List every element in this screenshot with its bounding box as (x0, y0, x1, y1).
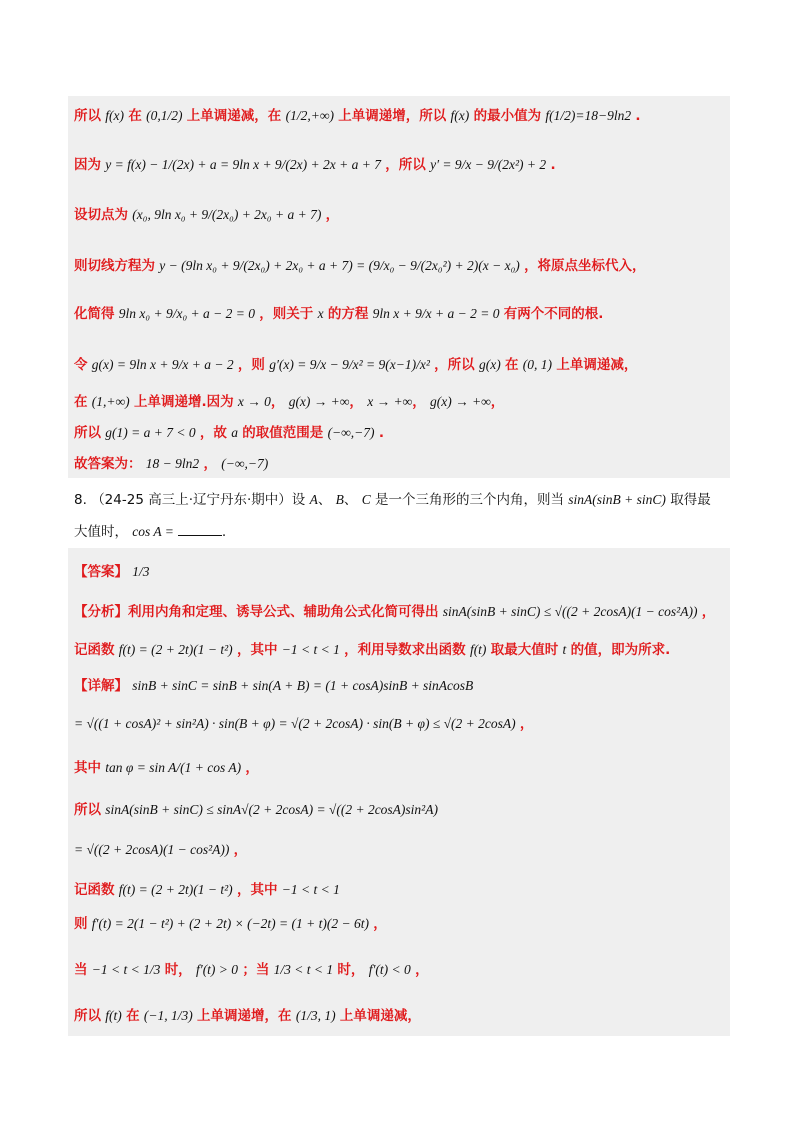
text: 有两个不同的根. (503, 306, 604, 322)
b1-line2 (74, 155, 740, 175)
math: (0,1/2) (146, 108, 183, 123)
math: y = f(x) − 1/(2x) + a = 9ln x + 9/(2x) + 2x + a + 7 (105, 157, 381, 172)
b1-line9 (74, 454, 740, 474)
math: (−1, 1/3) (143, 1008, 193, 1023)
math: B (335, 492, 344, 507)
math: g(x) → +∞ (288, 394, 350, 409)
math: sinA(sinB + sinC) ≤ sinA√(2 + 2cosA) = √((2 + 2cosA)sin²A) (105, 802, 438, 817)
math: y′ = 9/x − 9/(2x²) + 2 (430, 157, 547, 172)
text: 利用内角和定理、诱导公式、辅助角公式化简可得出 (128, 604, 439, 620)
math: (1/2,+∞) (285, 108, 334, 123)
math: sinA(sinB + sinC) (568, 492, 666, 507)
text: ，则关于 (259, 306, 314, 322)
text: . (221, 524, 227, 540)
math: g′(x) = 9/x − 9/x² = 9(x−1)/x² (269, 357, 430, 372)
text: ，故 (199, 425, 227, 441)
question-8-line1 (74, 490, 740, 510)
text: 在 (505, 357, 519, 373)
text: 记函数 (74, 642, 115, 658)
text: . (378, 425, 384, 441)
math: (−∞,−7) (327, 425, 375, 440)
text: 上单调递减， (339, 1008, 421, 1024)
b1-line7 (74, 392, 740, 412)
b2-detail (74, 676, 740, 696)
text: 则切线方程为 (74, 258, 155, 274)
math: g(1) = a + 7 < 0 (105, 425, 196, 440)
question-number: 8. (74, 492, 87, 508)
text: ， (325, 207, 340, 223)
text: 的最小值为 (473, 108, 542, 124)
analysis-tag: 【分析】 (74, 604, 128, 620)
math: 18 − 9ln2 (145, 456, 200, 471)
math: A (309, 492, 318, 507)
math: 1/3 < t < 1 (273, 962, 334, 977)
text: ，所以 (385, 157, 426, 173)
text: 所以 (74, 108, 101, 124)
text: 的值，即为所求. (570, 642, 671, 658)
text: 记函数 (74, 882, 115, 898)
math: (−∞,−7) (221, 456, 269, 471)
text: 所以 (74, 802, 101, 818)
math: f′(t) = 2(1 − t²) + (2 + 2t) × (−2t) = (1 + t)(2 − 6t) (91, 916, 369, 931)
text: 是一个三角形的三个内角，则当 (375, 492, 564, 508)
text: （24-25 高三上·辽宁丹东·期中）设 (91, 492, 306, 508)
text: ， (245, 760, 259, 776)
text: 上单调递减， (556, 357, 638, 373)
text: ，将原点坐标代入， (524, 258, 646, 274)
text: 因为 (74, 157, 101, 173)
math: f′(t) < 0 (368, 962, 411, 977)
detail-tag: 【详解】 (74, 678, 128, 694)
b1-line3 (74, 205, 740, 225)
text: ， (412, 394, 426, 410)
answer-blank (178, 535, 222, 536)
b1-line1 (74, 106, 740, 126)
b2-answer (74, 562, 740, 582)
text: 、 (317, 492, 332, 508)
text: 所以 (74, 425, 101, 441)
text: ， (349, 394, 363, 410)
b2-d8 (74, 960, 740, 980)
b1-line6 (74, 355, 740, 375)
math: 9ln x + 9/x + a − 2 = 0 (372, 306, 500, 321)
math: f(t) (469, 642, 487, 657)
text: ， (415, 962, 429, 978)
text: 设切点为 (74, 207, 128, 223)
text: 上单调递增，所以 (338, 108, 447, 124)
math: g(x) → +∞ (429, 394, 491, 409)
text: ，其中 (236, 642, 278, 658)
text: 取最大值时 (490, 642, 559, 658)
text: ；当 (242, 962, 270, 978)
text: 大值时， (74, 524, 128, 540)
text: 的方程 (327, 306, 369, 322)
text: ， (490, 394, 505, 410)
math: = √((1 + cosA)² + sin²A) · sin(B + φ) = √(2 + 2cosA) · sin(B + φ) ≤ √(2 + 2cosA) (74, 716, 516, 731)
text: 时， (164, 962, 192, 978)
b2-d6 (74, 880, 740, 900)
math: 1/3 (132, 564, 150, 579)
text: 当 (74, 962, 88, 978)
text: 时， (337, 962, 365, 978)
question-8-line2 (74, 522, 740, 542)
math: (x₀, 9ln x₀ + 9/(2x₀) + 2x₀ + a + 7) (132, 207, 322, 222)
b2-d7 (74, 914, 740, 934)
math: f(x) (105, 108, 125, 123)
math: f(t) (105, 1008, 122, 1023)
math: y − (9ln x₀ + 9/(2x₀) + 2x₀ + a + 7) = (9/x₀ − 9/(2x₀²) + 2)(x − x₀) (159, 258, 520, 273)
text: ， (203, 456, 217, 472)
text: ， (519, 716, 534, 732)
answer-tag: 【答案】 (74, 564, 128, 580)
text: ，其中 (236, 882, 278, 898)
math: f′(t) > 0 (195, 962, 239, 977)
text: ，所以 (434, 357, 475, 373)
math: (0, 1) (522, 357, 553, 372)
text: ， (701, 604, 716, 620)
math: 9ln x₀ + 9/x₀ + a − 2 = 0 (118, 306, 255, 321)
b2-d2 (74, 714, 740, 734)
b1-line8 (74, 423, 740, 443)
text: ，利用导数求出函数 (344, 642, 466, 658)
math: x → +∞ (367, 394, 413, 409)
math: −1 < t < 1/3 (91, 962, 161, 977)
math: f(1/2)=18−9ln2 (545, 108, 632, 123)
math: = √((2 + 2cosA)(1 − cos²A)) (74, 842, 230, 857)
text: 在 (128, 108, 142, 124)
math: cos A = (132, 524, 174, 539)
b2-d4 (74, 800, 740, 820)
math: (1/3, 1) (295, 1008, 336, 1023)
b2-d3 (74, 758, 740, 778)
text: 上单调递减，在 (186, 108, 282, 124)
math: g(x) = 9ln x + 9/x + a − 2 (91, 357, 234, 372)
text: 在 (126, 1008, 140, 1024)
text: . (550, 157, 556, 173)
text: ， (373, 916, 387, 932)
math: −1 < t < 1 (281, 882, 340, 897)
math: x (317, 306, 324, 321)
text: 则 (74, 916, 88, 932)
math: f(x) (450, 108, 470, 123)
b2-analysis-2 (74, 640, 740, 660)
text: 在 (74, 394, 88, 410)
b1-line4 (74, 256, 740, 276)
math: −1 < t < 1 (281, 642, 340, 657)
math: f(t) = (2 + 2t)(1 − t²) (118, 882, 233, 897)
math: sinB + sinC = sinB + sin(A + B) = (1 + cosA)sinB + sinAcosB (132, 678, 474, 693)
text: 取得最 (670, 492, 711, 508)
text: . (635, 108, 641, 124)
text: 化简得 (74, 306, 115, 322)
math: f(t) = (2 + 2t)(1 − t²) (118, 642, 233, 657)
text: 其中 (74, 760, 101, 776)
math: x → 0 (237, 394, 271, 409)
text: ， (270, 394, 285, 410)
math: tan φ = sin A/(1 + cos A) (105, 760, 242, 775)
text: ， (233, 842, 248, 858)
math: (1,+∞) (91, 394, 130, 409)
text: 上单调递增，在 (197, 1008, 292, 1024)
math: g(x) (478, 357, 501, 372)
text: ，则 (237, 357, 265, 373)
math: sinA(sinB + sinC) ≤ √((2 + 2cosA)(1 − cos²A)) (442, 604, 698, 619)
math: C (361, 492, 371, 507)
b2-analysis (74, 602, 740, 622)
text: 、 (343, 492, 358, 508)
text: 上单调递增.因为 (133, 394, 234, 410)
math: t (562, 642, 567, 657)
text: 所以 (74, 1008, 101, 1024)
text: 的取值范围是 (242, 425, 324, 441)
b2-d5 (74, 840, 740, 860)
b1-line5 (74, 304, 740, 324)
b2-d9 (74, 1006, 740, 1026)
text: 故答案为： (74, 456, 142, 472)
math: a (231, 425, 238, 440)
solution-block-7 (68, 96, 730, 478)
text: 令 (74, 357, 88, 373)
